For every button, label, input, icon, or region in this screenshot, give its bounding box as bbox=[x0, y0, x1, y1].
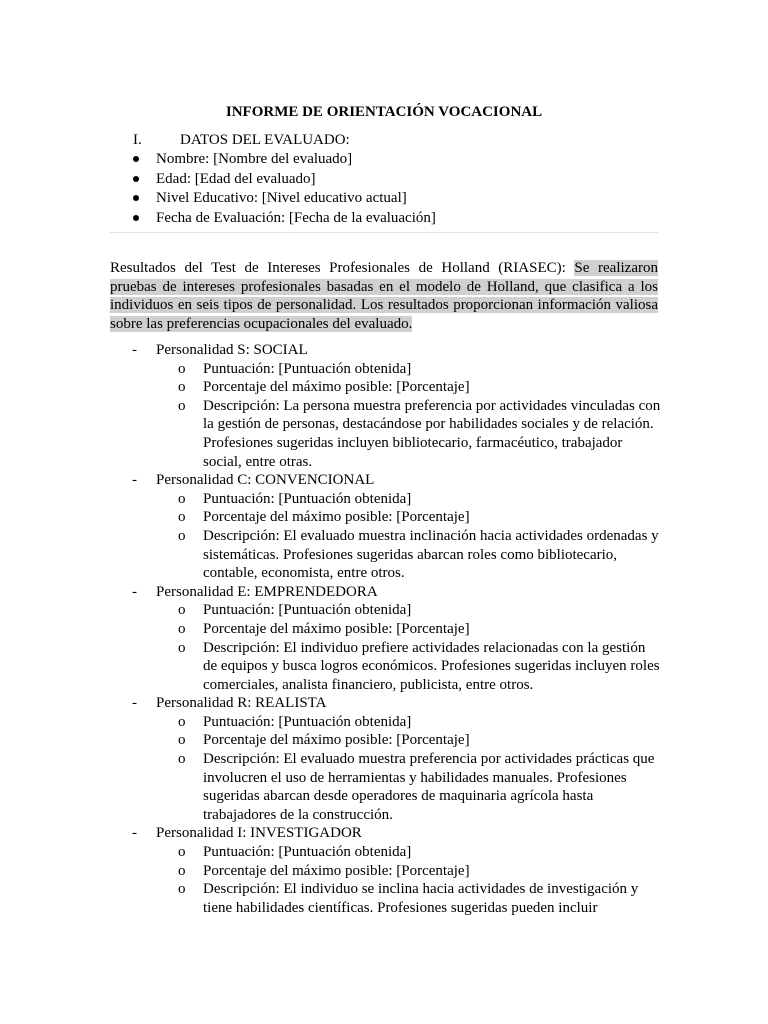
data-item-education: Nivel Educativo: [Nivel educativo actual] bbox=[156, 190, 407, 207]
bullet-icon bbox=[133, 156, 139, 162]
list-item bbox=[133, 150, 436, 170]
list-item bbox=[133, 189, 436, 209]
section-number: I. bbox=[133, 132, 142, 148]
list-item bbox=[110, 490, 663, 509]
type-percent: Porcentaje del máximo posible: [Porcentaje] bbox=[203, 379, 470, 396]
dash-marker: - bbox=[132, 695, 137, 712]
type-details bbox=[156, 713, 670, 825]
type-description: Descripción: El evaluado muestra inclinación hacia actividades ordenadas y sistemáticas. Profesiones sugeridas abarcan roles como bibliotecario, contable, economista, entre otros. bbox=[203, 527, 659, 582]
circle-bullet-icon: o bbox=[178, 881, 186, 898]
list-item bbox=[133, 209, 436, 229]
list-item bbox=[110, 360, 663, 379]
type-details bbox=[156, 601, 670, 694]
circle-bullet-icon: o bbox=[178, 844, 186, 861]
type-score: Puntuación: [Puntuación obtenida] bbox=[203, 360, 412, 377]
circle-bullet-icon: o bbox=[178, 732, 186, 749]
list-item bbox=[110, 880, 663, 917]
circle-bullet-icon: o bbox=[178, 639, 186, 656]
bullet-icon bbox=[133, 195, 139, 201]
circle-bullet-icon: o bbox=[178, 862, 186, 879]
list-item bbox=[110, 713, 663, 732]
circle-bullet-icon: o bbox=[178, 620, 186, 637]
list-item bbox=[110, 639, 663, 695]
type-description: Descripción: La persona muestra preferencia por actividades vinculadas con la gestión de personas, destacándose por habilidades sociales y de relación. Profesiones sugeridas incluyen bibliotecario, farmacéutico, trabajador social, entre otras. bbox=[203, 397, 661, 470]
type-description: Descripción: El individuo se inclina hacia actividades de investigación y tiene habilidades científicas. Profesiones sugeridas pueden incluir bbox=[203, 881, 639, 916]
intro-paragraph bbox=[110, 259, 658, 333]
type-percent: Porcentaje del máximo posible: [Porcentaje] bbox=[203, 862, 470, 879]
personality-type-realistic bbox=[110, 694, 670, 824]
type-score: Puntuación: [Puntuación obtenida] bbox=[203, 713, 412, 730]
list-item bbox=[133, 170, 436, 190]
type-description: Descripción: El individuo prefiere actividades relacionadas con la gestión de equipos y busca logros económicos. Profesiones sugeridas incluyen roles comerciales, analista financiero, publicista, entre otros. bbox=[203, 639, 660, 693]
type-details bbox=[156, 360, 670, 472]
circle-bullet-icon: o bbox=[178, 360, 186, 377]
circle-bullet-icon: o bbox=[178, 751, 186, 768]
type-percent: Porcentaje del máximo posible: [Porcentaje] bbox=[203, 732, 470, 749]
highlighted-text: Se realizaron pruebas de intereses profesionales basadas en el modelo de Holland, que clasifica a los individuos en seis tipos de personalidad. Los resultados proporcionan información valiosa sobre las preferencias ocupacionales del evaluado. bbox=[110, 260, 658, 332]
dash-marker: - bbox=[132, 825, 137, 842]
type-label: Personalidad I: INVESTIGADOR bbox=[156, 825, 362, 842]
list-item bbox=[110, 843, 663, 862]
list-item bbox=[110, 750, 663, 824]
circle-bullet-icon: o bbox=[178, 490, 186, 507]
type-label: Personalidad R: REALISTA bbox=[156, 695, 327, 712]
type-percent: Porcentaje del máximo posible: [Porcentaje] bbox=[203, 509, 470, 526]
circle-bullet-icon: o bbox=[178, 713, 186, 730]
document-title: INFORME DE ORIENTACIÓN VOCACIONAL bbox=[225, 104, 543, 120]
intro-text: Resultados del Test de Intereses Profesionales de Holland (RIASEC): bbox=[110, 260, 575, 276]
personality-type-enterprising bbox=[110, 583, 670, 695]
type-label: Personalidad E: EMPRENDEDORA bbox=[156, 583, 378, 600]
evaluee-data-list bbox=[133, 150, 436, 228]
type-details bbox=[156, 843, 670, 917]
type-description: Descripción: El evaluado muestra preferencia por actividades prácticas que involucren el uso de herramientas y habilidades manuales. Profesiones sugeridas abarcan desde operadores de maquinaria agrícola hasta trabajadores de la construcción. bbox=[203, 751, 655, 823]
type-score: Puntuación: [Puntuación obtenida] bbox=[203, 844, 412, 861]
circle-bullet-icon: o bbox=[178, 527, 186, 544]
section-heading-text: DATOS DEL EVALUADO: bbox=[180, 132, 350, 148]
section-heading bbox=[133, 131, 350, 150]
data-item-age: Edad: [Edad del evaluado] bbox=[156, 170, 316, 187]
list-item bbox=[110, 378, 663, 397]
personality-type-conventional bbox=[110, 471, 670, 583]
data-item-date: Fecha de Evaluación: [Fecha de la evaluación] bbox=[156, 209, 436, 226]
circle-bullet-icon: o bbox=[178, 379, 186, 396]
list-item bbox=[110, 527, 663, 583]
dash-marker: - bbox=[132, 583, 137, 600]
type-label: Personalidad S: SOCIAL bbox=[156, 342, 308, 358]
list-item bbox=[110, 601, 663, 620]
data-item-name: Nombre: [Nombre del evaluado] bbox=[156, 151, 353, 167]
circle-bullet-icon: o bbox=[178, 509, 186, 526]
list-item bbox=[110, 731, 663, 750]
type-percent: Porcentaje del máximo posible: [Porcentaje] bbox=[203, 620, 470, 637]
horizontal-divider bbox=[110, 232, 658, 233]
circle-bullet-icon: o bbox=[178, 602, 186, 619]
circle-bullet-icon: o bbox=[178, 397, 186, 414]
personality-type-investigative bbox=[110, 824, 670, 917]
list-item bbox=[110, 862, 663, 881]
type-label: Personalidad C: CONVENCIONAL bbox=[156, 472, 375, 489]
list-item bbox=[110, 397, 663, 471]
list-item bbox=[110, 620, 663, 639]
bullet-icon bbox=[133, 215, 139, 221]
dash-marker: - bbox=[132, 472, 137, 489]
list-item bbox=[110, 508, 663, 527]
bullet-icon bbox=[133, 176, 139, 182]
type-score: Puntuación: [Puntuación obtenida] bbox=[203, 602, 412, 619]
type-details bbox=[156, 490, 670, 583]
type-score: Puntuación: [Puntuación obtenida] bbox=[203, 490, 412, 507]
personality-type-social bbox=[110, 341, 670, 471]
personality-types-list bbox=[110, 341, 670, 917]
dash-marker: - bbox=[132, 342, 137, 358]
